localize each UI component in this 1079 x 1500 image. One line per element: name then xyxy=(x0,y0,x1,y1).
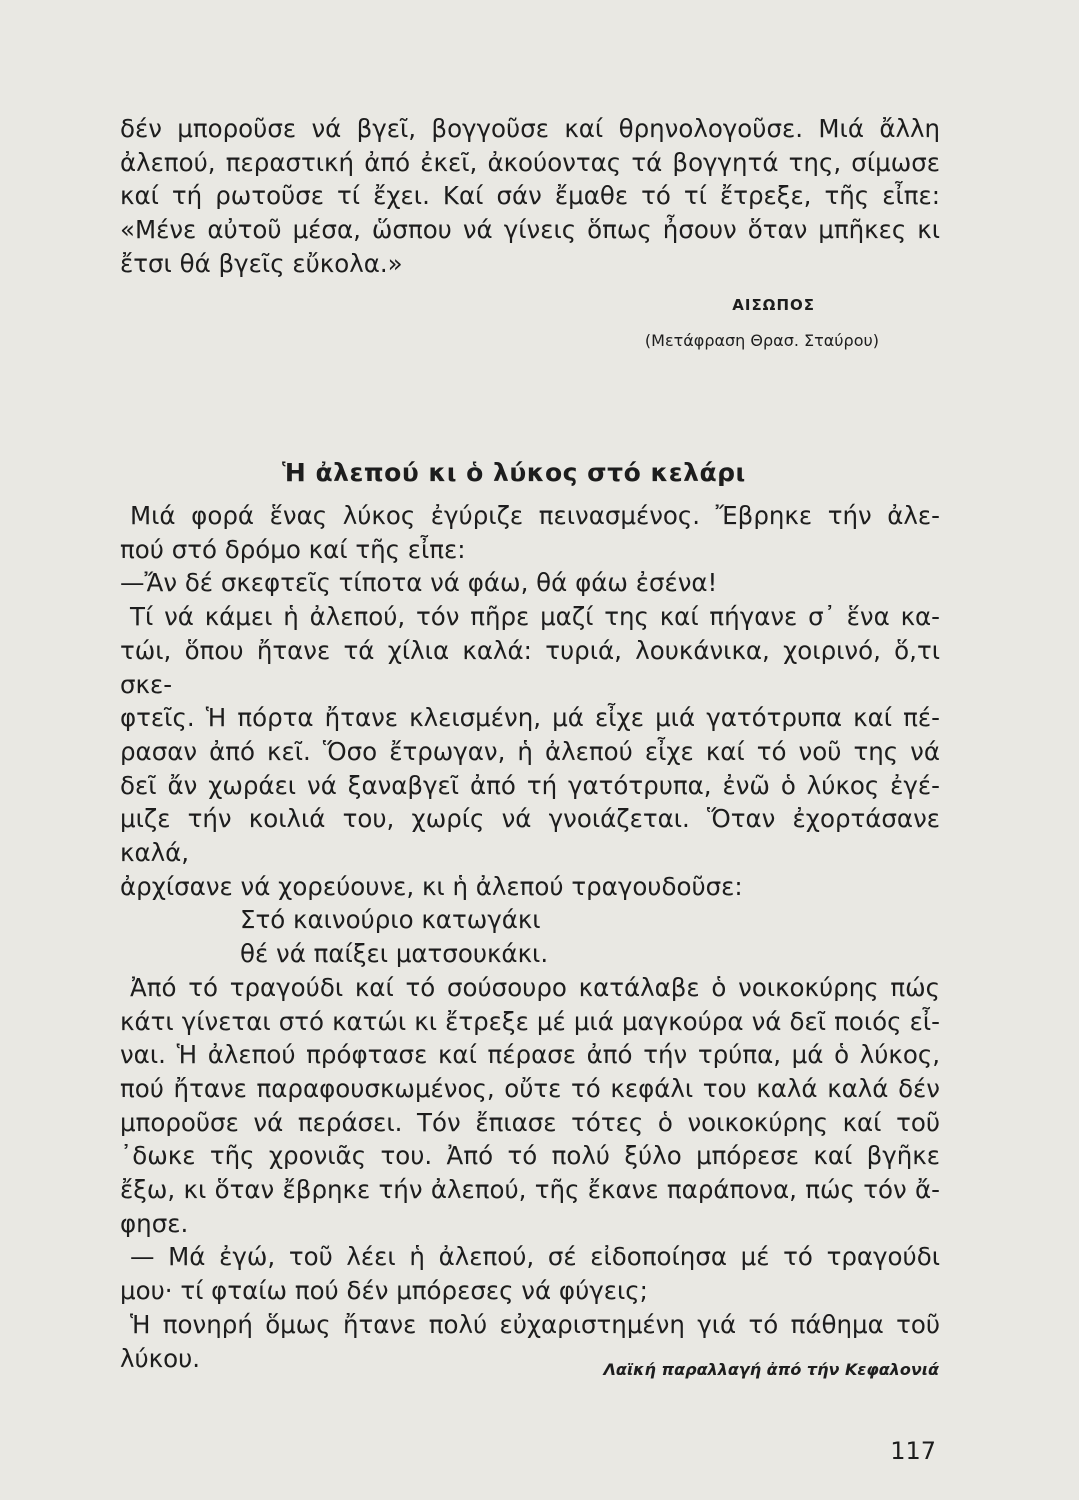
story-body xyxy=(120,499,940,1375)
text-line: φησε. xyxy=(120,1208,189,1238)
text-line: ναι. Ἡ ἀλεπού πρόφτασε καί πέρασε ἀπό τήν τρύπα, μά ὁ λύκος, xyxy=(120,1040,940,1070)
text-line: Μιά φορά ἕνας λύκος ἐγύριζε πεινασμένος. Ἔβρηκε τήν ἀλε- xyxy=(130,501,940,530)
verse-line: Στό καινούριο κατωγάκι xyxy=(240,905,541,935)
text-line: φτεῖς. Ἡ πόρτα ἤτανε κλεισμένη, μά εἶχε μιά γατότρυπα καί πέ- xyxy=(120,703,940,733)
text-line: μου· τί φταίω πού δέν μπόρεσες νά φύγεις; xyxy=(120,1276,648,1306)
text-line: ἀλεπού, περαστική ἀπό ἐκεῖ, ἀκούοντας τά βογγητά της, σίμωσε xyxy=(120,147,940,177)
text-line: Τί νά κάμει ἡ ἀλεπού, τόν πῆρε μαζί της καί πήγανε σ᾽ ἕνα κα- xyxy=(130,602,940,632)
text-line: κάτι γίνεται στό κατώι κι ἔτρεξε μέ μιά μαγκούρα νά δεῖ ποιός εἶ- xyxy=(120,1006,940,1036)
text-line: ρασαν ἀπό κεῖ. Ὅσο ἔτρωγαν, ἡ ἀλεπού εἶχε καί τό νοῦ της νά xyxy=(120,736,940,766)
previous-story-ending xyxy=(120,112,940,281)
story-title: Ἡ ἀλεπού κι ὁ λύκος στό κελάρι xyxy=(282,458,746,487)
text-line: ἔτσι θά βγεῖς εὔκολα.» xyxy=(120,248,403,278)
dialogue-line: — Μά ἐγώ, τοῦ λέει ἡ ἀλεπού, σέ εἰδοποίησα μέ τό τραγούδι xyxy=(130,1242,940,1272)
text-line: δεῖ ἄν χωράει νά ξαναβγεῖ ἀπό τή γατότρυπα, ἐνῶ ὁ λύκος ἐγέ- xyxy=(120,770,940,800)
text-line: μιζε τήν κοιλιά του, χωρίς νά γνοιάζεται. Ὅταν ἐχορτάσανε καλά, xyxy=(120,804,940,868)
text-line: δέν μποροῦσε νά βγεῖ, βογγοῦσε καί θρηνολογοῦσε. Μιά ἄλλη xyxy=(120,114,940,143)
text-line: λύκου. xyxy=(120,1343,201,1373)
author-attribution: ΑΙΣΩΠΟΣ xyxy=(732,296,815,314)
text-line: καί τή ρωτοῦσε τί ἔχει. Καί σάν ἔμαθε τό τί ἔτρεξε, τῆς εἶπε: xyxy=(120,181,940,211)
text-line: Ἀπό τό τραγούδι καί τό σούσουρο κατάλαβε ὁ νοικοκύρης πώς xyxy=(130,972,940,1002)
source-attribution: Λαϊκή παραλλαγή ἀπό τήν Κεφαλονιά xyxy=(603,1360,939,1379)
text-line: ᾽δωκε τῆς χρονιᾶς του. Ἀπό τό πολύ ξύλο μπόρεσε καί βγῆκε xyxy=(120,1141,940,1171)
translator-attribution: (Μετάφραση Θρασ. Σταύρου) xyxy=(644,331,879,350)
text-line: Ἡ πονηρή ὅμως ἤτανε πολύ εὐχαριστημένη γιά τό πάθημα τοῦ xyxy=(130,1309,940,1339)
page-number: 117 xyxy=(890,1437,936,1465)
verse-line: θέ νά παίξει ματσουκάκι. xyxy=(240,939,549,969)
text-line: «Μένε αὐτοῦ μέσα, ὥσπου νά γίνεις ὅπως ἦσουν ὅταν μπῆκες κι xyxy=(120,215,940,245)
text-line: ἔξω, κι ὅταν ἔβρηκε τήν ἀλεπού, τῆς ἔκανε παράπονα, πώς τόν ἄ- xyxy=(120,1175,940,1205)
text-line: πού ἤτανε παραφουσκωμένος, οὔτε τό κεφάλι του καλά καλά δέν xyxy=(120,1073,940,1103)
dialogue-line: —Ἄν δέ σκεφτεῖς τίποτα νά φάω, θά φάω ἐσένα! xyxy=(120,568,718,598)
text-line: πού στό δρόμο καί τῆς εἶπε: xyxy=(120,534,466,564)
text-line: τώι, ὅπου ἤτανε τά χίλια καλά: τυριά, λουκάνικα, χοιρινό, ὅ,τι σκε- xyxy=(120,635,940,699)
text-line: ἀρχίσανε νά χορεύουνε, κι ἡ ἀλεπού τραγουδοῦσε: xyxy=(120,871,743,901)
text-line: μποροῦσε νά περάσει. Τόν ἔπιασε τότες ὁ νοικοκύρης καί τοῦ xyxy=(120,1107,940,1137)
